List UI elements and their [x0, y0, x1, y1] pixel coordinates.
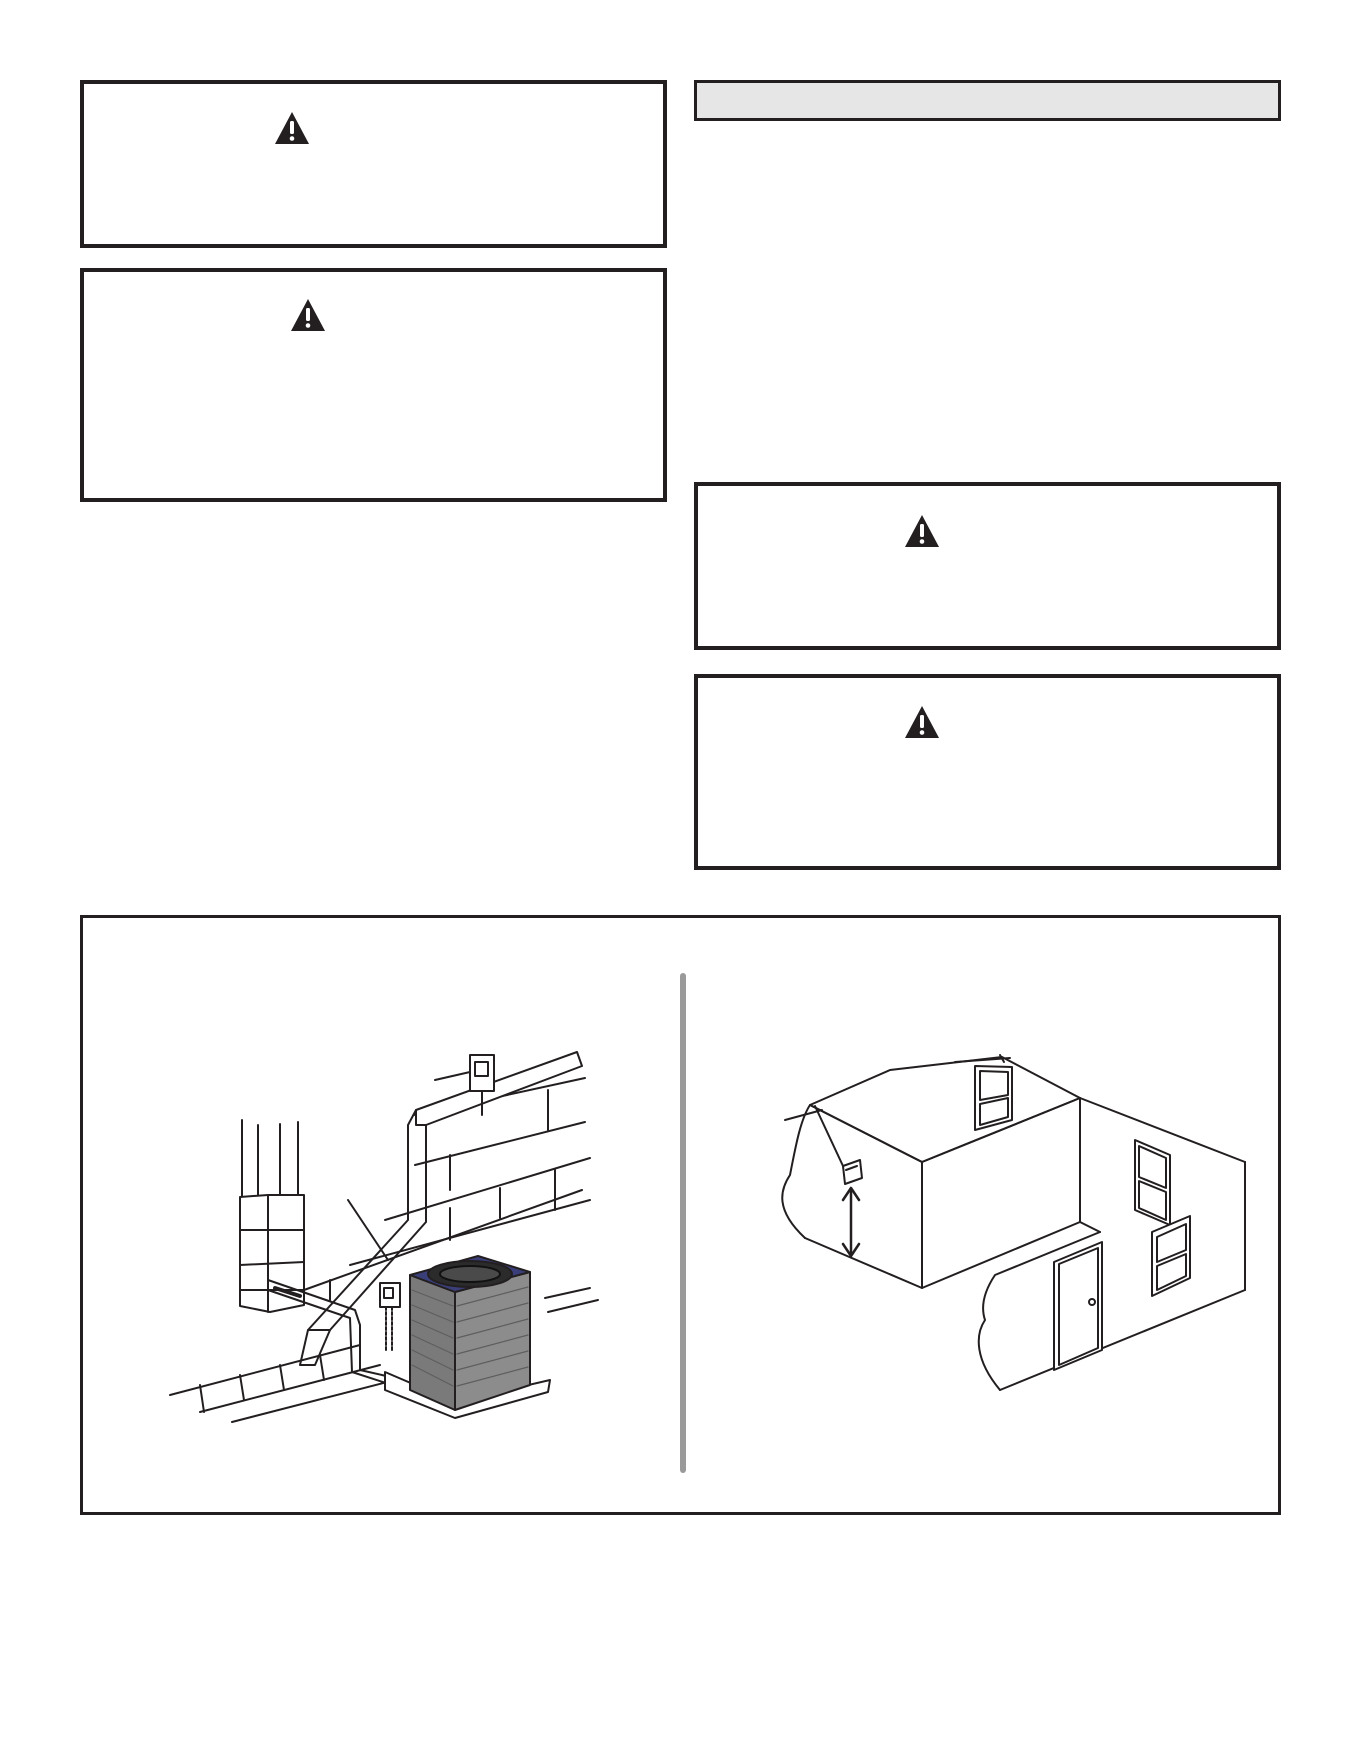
condensing-unit [410, 1256, 530, 1410]
window-3 [1152, 1216, 1190, 1296]
outdoor-unit-illustration [160, 1030, 620, 1450]
height-arrow [843, 1188, 859, 1256]
ground-bricks [170, 1288, 598, 1422]
window-1 [975, 1066, 1012, 1130]
section-header-bar [694, 80, 1281, 121]
chimney [240, 1120, 304, 1312]
window-2 [1135, 1140, 1170, 1225]
warning-triangle-icon [904, 705, 940, 739]
warning-box-4 [694, 674, 1281, 870]
figure-divider [680, 973, 686, 1473]
room-thermostat-illustration [760, 1040, 1260, 1410]
door [1054, 1242, 1102, 1370]
front-wall [979, 1162, 1245, 1390]
warning-triangle-icon [904, 514, 940, 548]
warning-box-1 [80, 80, 667, 248]
disconnect-box [380, 1283, 400, 1350]
callout-leader [348, 1200, 388, 1260]
warning-box-3 [694, 482, 1281, 650]
refrigerant-lines [268, 1280, 395, 1385]
warning-triangle-icon [290, 298, 326, 332]
warning-triangle-icon [274, 111, 310, 145]
warning-box-2 [80, 268, 667, 502]
